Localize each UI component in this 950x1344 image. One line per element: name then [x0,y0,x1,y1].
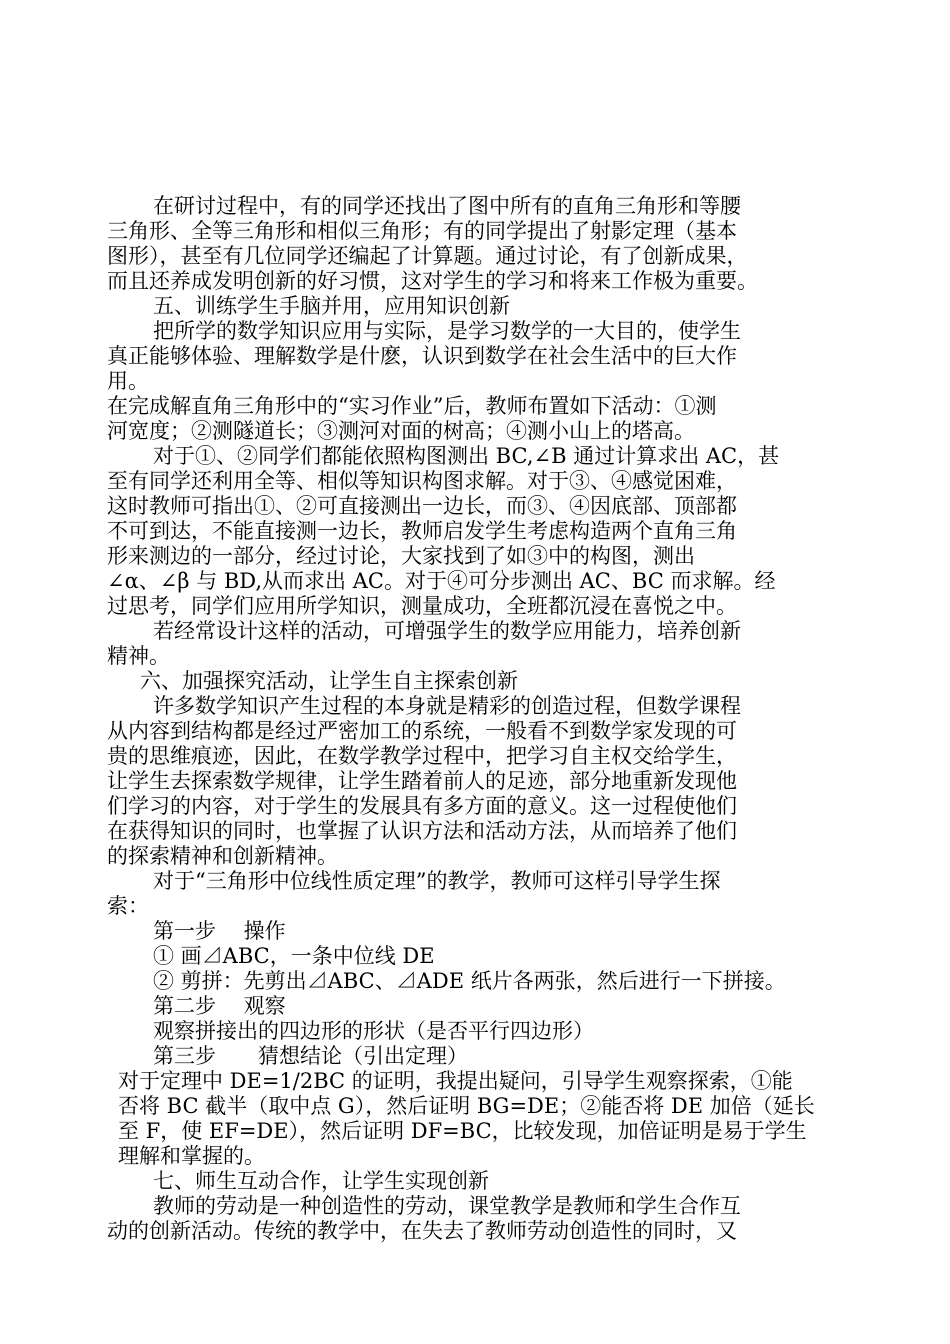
text-line: 动的创新活动。传统的教学中，在失去了教师劳动创造性的同时，又 [107,1219,737,1243]
text-line: 用。 [107,369,149,393]
text-line: 们学习的内容，对于学生的发展具有多方面的意义。这一过程使他们 [107,794,737,818]
section-heading: 六、加强探究活动，让学生自主探索创新 [140,669,518,693]
text-line: 让学生去探索数学规律，让学生踏着前人的足迹，部分地重新发现他 [107,769,737,793]
text-line: 在完成解直角三角形中的“实习作业”后，教师布置如下活动：①测 [107,394,717,418]
text-line: 真正能够体验、理解数学是什麽，认识到数学在社会生活中的巨大作 [107,344,737,368]
section-heading: 七、师生互动合作，让学生实现创新 [153,1169,489,1193]
text-line: 对于“三角形中位线性质定理”的教学，教师可这样引导学生探 [153,869,721,893]
text-line: 不可到达，不能直接测一边长，教师启发学生考虑构造两个直角三角 [107,519,737,543]
text-line: 至有同学还利用全等、相似等知识构图求解。对于③、④感觉困难， [107,469,737,493]
text-line: 教师的劳动是一种创造性的劳动，课堂教学是教师和学生合作互 [153,1194,741,1218]
list-item: ② 剪拼：先剪出⊿ABC、⊿ADE 纸片各两张，然后进行一下拼接。 [153,969,786,993]
step-heading: 第一步 操作 [153,919,286,943]
text-line: 从内容到结构都是经过严密加工的系统，一般看不到数学家发现的可 [107,719,737,743]
text-line: 图形），甚至有几位同学还编起了计算题。通过讨论，有了创新成果， [107,244,748,268]
text-line: ∠α、∠β 与 BD,从而求出 AC。对于④可分步测出 AC、BC 而求解。经 [107,569,776,593]
text-line: 观察拼接出的四边形的形状（是否平行四边形） [153,1019,594,1043]
text-line: 精神。 [107,644,170,668]
step-heading: 第二步 观察 [153,994,286,1018]
text-line: 理解和掌握的。 [118,1144,265,1168]
text-line: 三角形、全等三角形和相似三角形；有的同学提出了射影定理（基本 [107,219,737,243]
text-line: 贵的思维痕迹，因此，在数学教学过程中，把学习自主权交给学生， [107,744,737,768]
text-line: 否将 BC 截半（取中点 G），然后证明 BG=DE；②能否将 DE 加倍（延长 [118,1094,815,1118]
text-line: 形来测边的一部分，经过讨论，大家找到了如③中的构图，测出 [107,544,695,568]
text-line: 对于定理中 DE=1/2BC 的证明，我提出疑问，引导学生观察探索，①能 [118,1069,793,1093]
text-line: 在研讨过程中，有的同学还找出了图中所有的直角三角形和等腰 [153,194,741,218]
text-line: 对于①、②同学们都能依照构图测出 BC,∠B 通过计算求出 AC，甚 [153,444,780,468]
text-line: 的探索精神和创新精神。 [107,844,338,868]
text-line: 许多数学知识产生过程的本身就是精彩的创造过程，但数学课程 [153,694,741,718]
text-line: 索： [107,894,149,918]
text-line: 把所学的数学知识应用与实际，是学习数学的一大目的，使学生 [153,319,741,343]
text-line: 河宽度；②测隧道长；③测河对面的树高；④测小山上的塔高。 [107,419,695,443]
text-line: 在获得知识的同时，也掌握了认识方法和活动方法，从而培养了他们 [107,819,737,843]
text-line: 过思考，同学们应用所学知识，测量成功，全班都沉浸在喜悦之中。 [107,594,737,618]
section-heading: 五、训练学生手脑并用，应用知识创新 [153,294,510,318]
text-line: 这时教师可指出①、②可直接测出一边长，而③、④因底部、顶部都 [107,494,737,518]
list-item: ① 画⊿ABC，一条中位线 DE [153,944,435,968]
text-line: 至 F，使 EF=DE），然后证明 DF=BC，比较发现，加倍证明是易于学生 [118,1119,807,1143]
step-heading: 第三步 猜想结论（引出定理） [153,1044,468,1068]
text-line: 若经常设计这样的活动，可增强学生的数学应用能力，培养创新 [153,619,741,643]
text-line: 而且还养成发明创新的好习惯，这对学生的学习和将来工作极为重要。 [107,269,758,293]
